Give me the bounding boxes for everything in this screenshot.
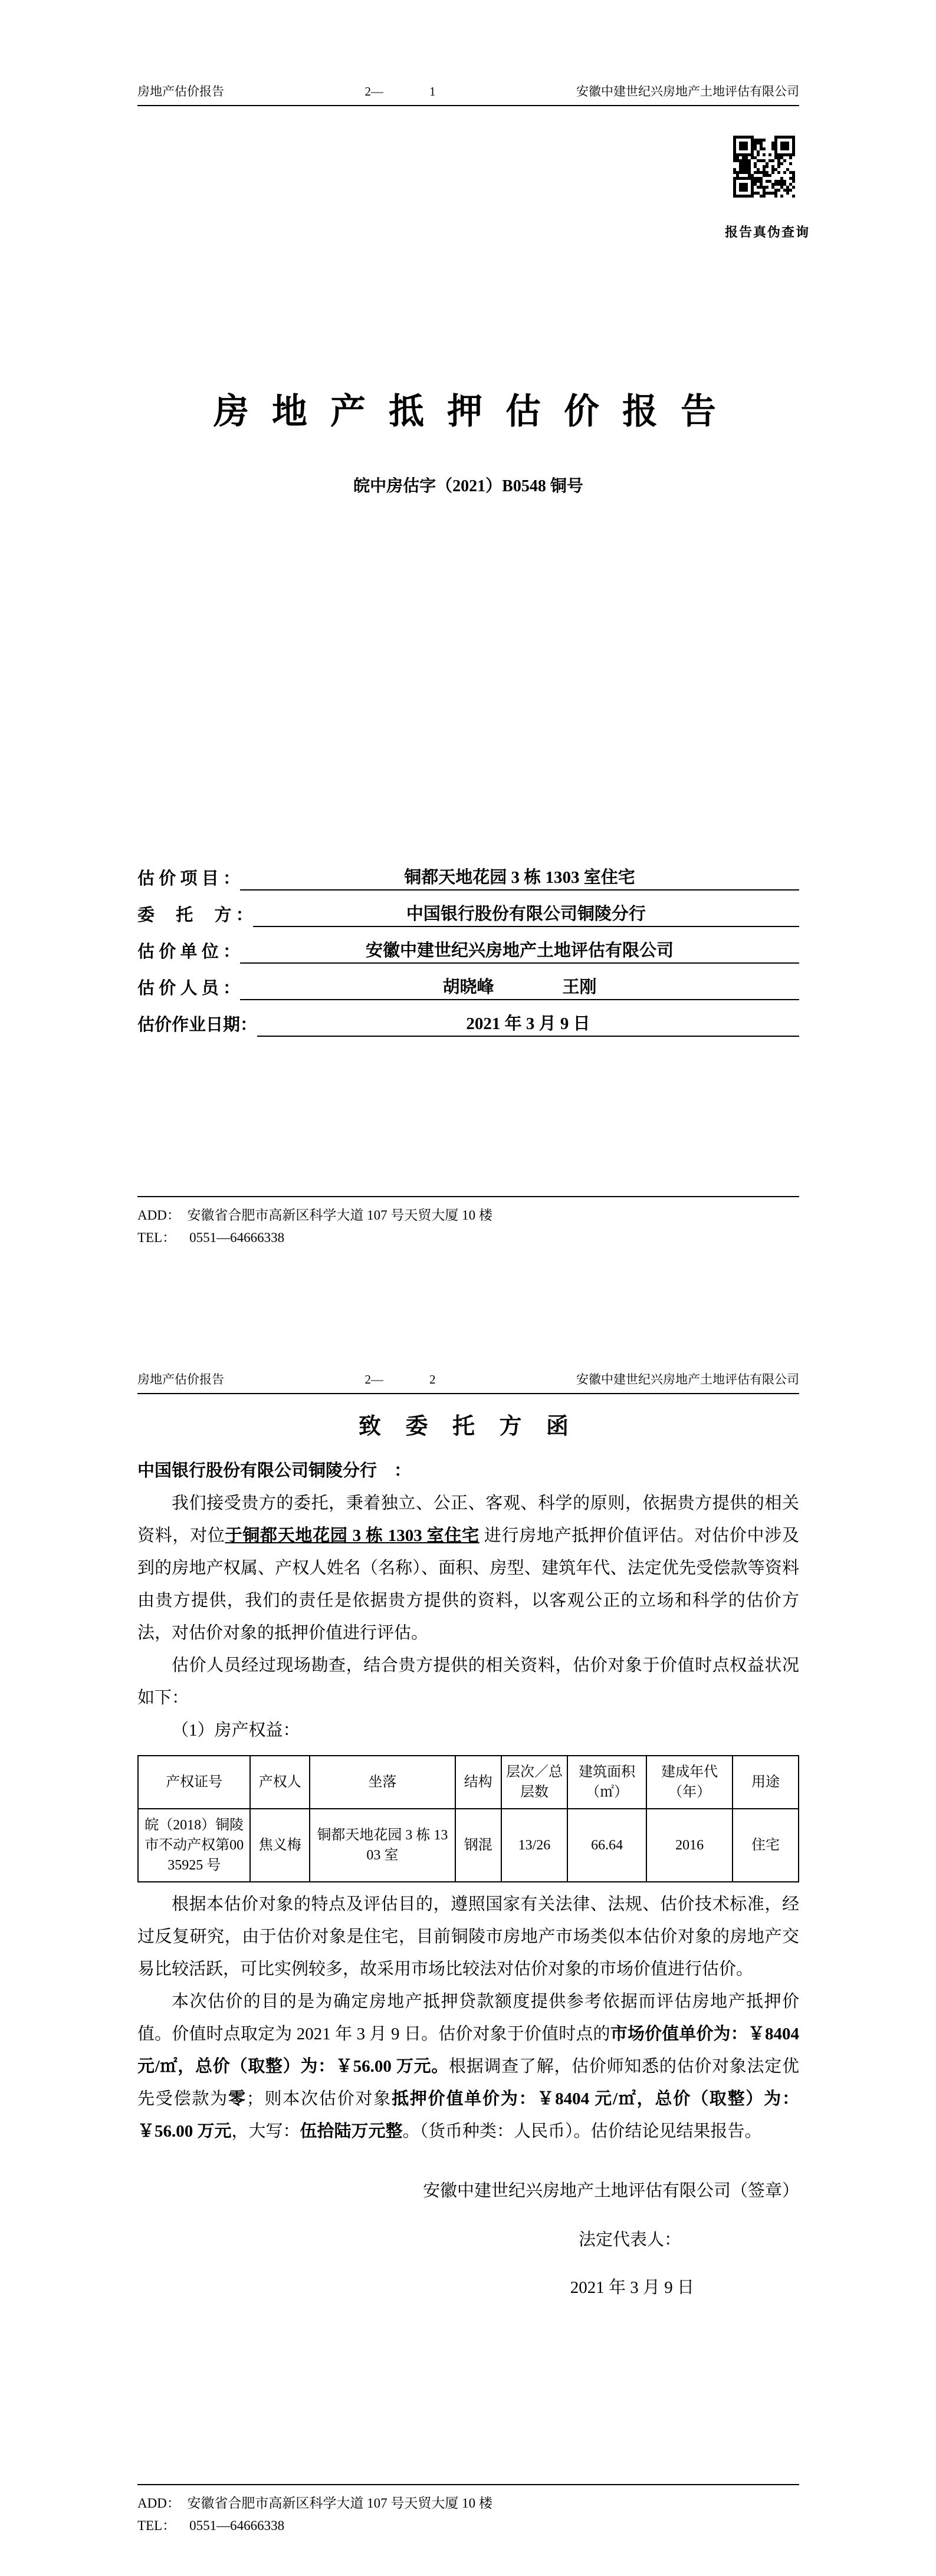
footer-address: ADD： 安徽省合肥市高新区科学大道 107 号天贸大厦 10 楼 — [137, 2496, 492, 2511]
subject-property-highlight: 于铜都天地花园 3 栋 1303 室住宅 — [225, 1526, 480, 1545]
col-header-owner: 产权人 — [250, 1756, 310, 1809]
field-row-appraisal-agency — [137, 927, 799, 964]
amount-in-words-highlight: 伍拾陆万元整 — [300, 2122, 403, 2141]
col-header-year-built: 建成年代（年） — [646, 1756, 733, 1809]
cover-fields — [137, 854, 799, 1037]
col-header-area: 建筑面积（㎡） — [567, 1756, 646, 1809]
cell-structure: 钢混 — [455, 1809, 501, 1882]
field-row-appraisal-date — [137, 1000, 799, 1037]
field-row-project — [137, 854, 799, 891]
page1-footer — [137, 1196, 799, 1249]
field-value-project: 铜都天地花园 3 栋 1303 室住宅 — [240, 864, 799, 891]
col-header-usage: 用途 — [733, 1756, 799, 1809]
header-page-number: 2 — [429, 1372, 436, 1386]
letter-title: 致 委 托 方 函 — [358, 1414, 578, 1439]
header-page-number: 1 — [429, 84, 436, 98]
signature-date: 2021 年 3 月 9 日 — [570, 2278, 694, 2297]
page2-header — [137, 1372, 799, 1394]
cell-usage: 住宅 — [733, 1809, 799, 1882]
cell-year-built: 2016 — [646, 1809, 733, 1882]
col-header-location: 坐落 — [310, 1756, 455, 1809]
header-doc-title: 房地产估价报告 — [137, 1372, 224, 1386]
zero-priority-claims-highlight: 零 — [228, 2089, 247, 2108]
footer-phone: TEL： 0551—64666338 — [137, 2518, 285, 2533]
cell-certificate-no: 皖（2018）铜陵市不动产权第0035925 号 — [138, 1809, 250, 1882]
col-header-certificate-no: 产权证号 — [138, 1756, 250, 1809]
header-company-name: 安徽中建世纪兴房地产土地评估有限公司 — [576, 1372, 799, 1386]
valuation-text-4: ，大写： — [231, 2122, 300, 2141]
page-2 — [0, 1288, 936, 2576]
header-doc-title: 房地产估价报告 — [137, 84, 224, 98]
valuation-text-2: 根据调查了解，估价师知悉的估价对象法定优先受偿款为 — [137, 2057, 799, 2108]
paragraph-engagement — [137, 1487, 799, 1650]
footer-address: ADD： 安徽省合肥市高新区科学大道 107 号天贸大厦 10 楼 — [137, 1208, 492, 1223]
paragraph-engagement-text-cont: 进行房地产抵押价值评估。对估价中涉及到的房地产权属、产权人姓名（名称）、面积、房型、建筑年代、法定优先受偿款等资料由贵方提供，我们的责任是依据贵方提供的资料，以客观公正的立场和科学的估价方法，对估价对象的抵押价值进行评估。 — [137, 1526, 799, 1642]
table-row — [138, 1809, 799, 1882]
paragraph-valuation-result — [137, 1986, 799, 2148]
qr-code — [733, 136, 795, 198]
field-label-appraisers: 估 价 人 员 ： — [137, 979, 241, 998]
cell-owner: 焦义梅 — [250, 1809, 310, 1882]
property-rights-table — [137, 1755, 799, 1882]
report-title: 房 地 产 抵 押 估 价 报 告 — [214, 392, 723, 431]
field-label-appraisal-date: 估价作业日期： — [137, 1016, 258, 1034]
paragraph-site-inspection: 估价人员经过现场勘查，结合贵方提供的相关资料，估价对象于价值时点权益状况如下： — [137, 1656, 799, 1707]
qr-caption: 报告真伪查询 — [725, 225, 810, 239]
paragraph-methodology: 根据本估价对象的特点及评估目的，遵照国家有关法律、法规、估价技术标准，经过反复研究，由于估价对象是住宅，目前铜陵市房地产市场类似本估价对象的房地产交易比较活跃，可比实例较多，故采用市场比较法对估价对象的市场价值进行估价。 — [137, 1895, 799, 1979]
field-value-appraisal-date: 2021 年 3 月 9 日 — [257, 1010, 799, 1037]
cell-floor: 13/26 — [501, 1809, 567, 1882]
table-header-row — [138, 1756, 799, 1809]
report-number: 皖中房估字（2021）B0548 铜号 — [353, 477, 583, 495]
header-page-indicator — [365, 84, 436, 99]
header-page-marker: 2— — [364, 1372, 383, 1386]
qr-verification-block — [725, 136, 810, 241]
footer-phone: TEL： 0551—64666338 — [137, 1230, 285, 1245]
valuation-text-3: ；则本次估价对象 — [246, 2089, 392, 2108]
field-row-appraisers — [137, 964, 799, 1000]
letter-body — [137, 1409, 799, 2304]
field-value-client: 中国银行股份有限公司铜陵分行 — [253, 901, 799, 927]
valuation-text-5: 。（货币种类：人民币）。估价结论见结果报告。 — [402, 2122, 762, 2141]
cell-area: 66.64 — [567, 1809, 646, 1882]
field-value-appraisers: 胡晓峰 王刚 — [240, 974, 799, 1000]
mortgage-value-highlight: 抵押价值单价为：￥8404 元/㎡，总价（取整）为：￥56.00 万元 — [137, 2089, 799, 2141]
header-page-indicator — [365, 1372, 436, 1387]
cell-location: 铜都天地花园 3 栋 1303 室 — [310, 1809, 455, 1882]
header-company-name: 安徽中建世纪兴房地产土地评估有限公司 — [576, 84, 799, 98]
header-page-marker: 2— — [364, 84, 383, 98]
signature-company: 安徽中建世纪兴房地产土地评估有限公司（签章） — [422, 2181, 799, 2200]
field-label-appraisal-agency: 估 价 单 位 ： — [137, 942, 241, 961]
page1-header — [137, 84, 799, 106]
valuation-text-1: 本次估价的目的是为确定房地产抵押贷款额度提供参考依据而评估房地产抵押价值。价值时点取定为 2021 年 3 月 9 日。估价对象于价值时点的 — [137, 1992, 799, 2043]
letter-salutation: 中国银行股份有限公司铜陵分行 ： — [137, 1461, 412, 1480]
paragraph-engagement-text: 我们接受贵方的委托，秉着独立、公正、客观、科学的原则，依据贵方提供的相关资料，对位 — [137, 1494, 799, 1545]
col-header-floor: 层次／总层数 — [501, 1756, 567, 1809]
field-value-appraisal-agency: 安徽中建世纪兴房地产土地评估有限公司 — [240, 937, 799, 964]
field-label-client: 委 托 方 ： — [137, 906, 253, 925]
legal-representative-label: 法定代表人： — [578, 2230, 681, 2249]
field-row-client — [137, 891, 799, 927]
page2-footer — [137, 2484, 799, 2537]
field-label-project: 估 价 项 目 ： — [137, 869, 241, 888]
property-rights-label: （1）房产权益： — [172, 1721, 300, 1740]
market-value-highlight: 市场价值单价为：￥8404 元/㎡，总价（取整）为：￥56.00 万元。 — [137, 2025, 799, 2076]
col-header-structure: 结构 — [455, 1756, 501, 1809]
